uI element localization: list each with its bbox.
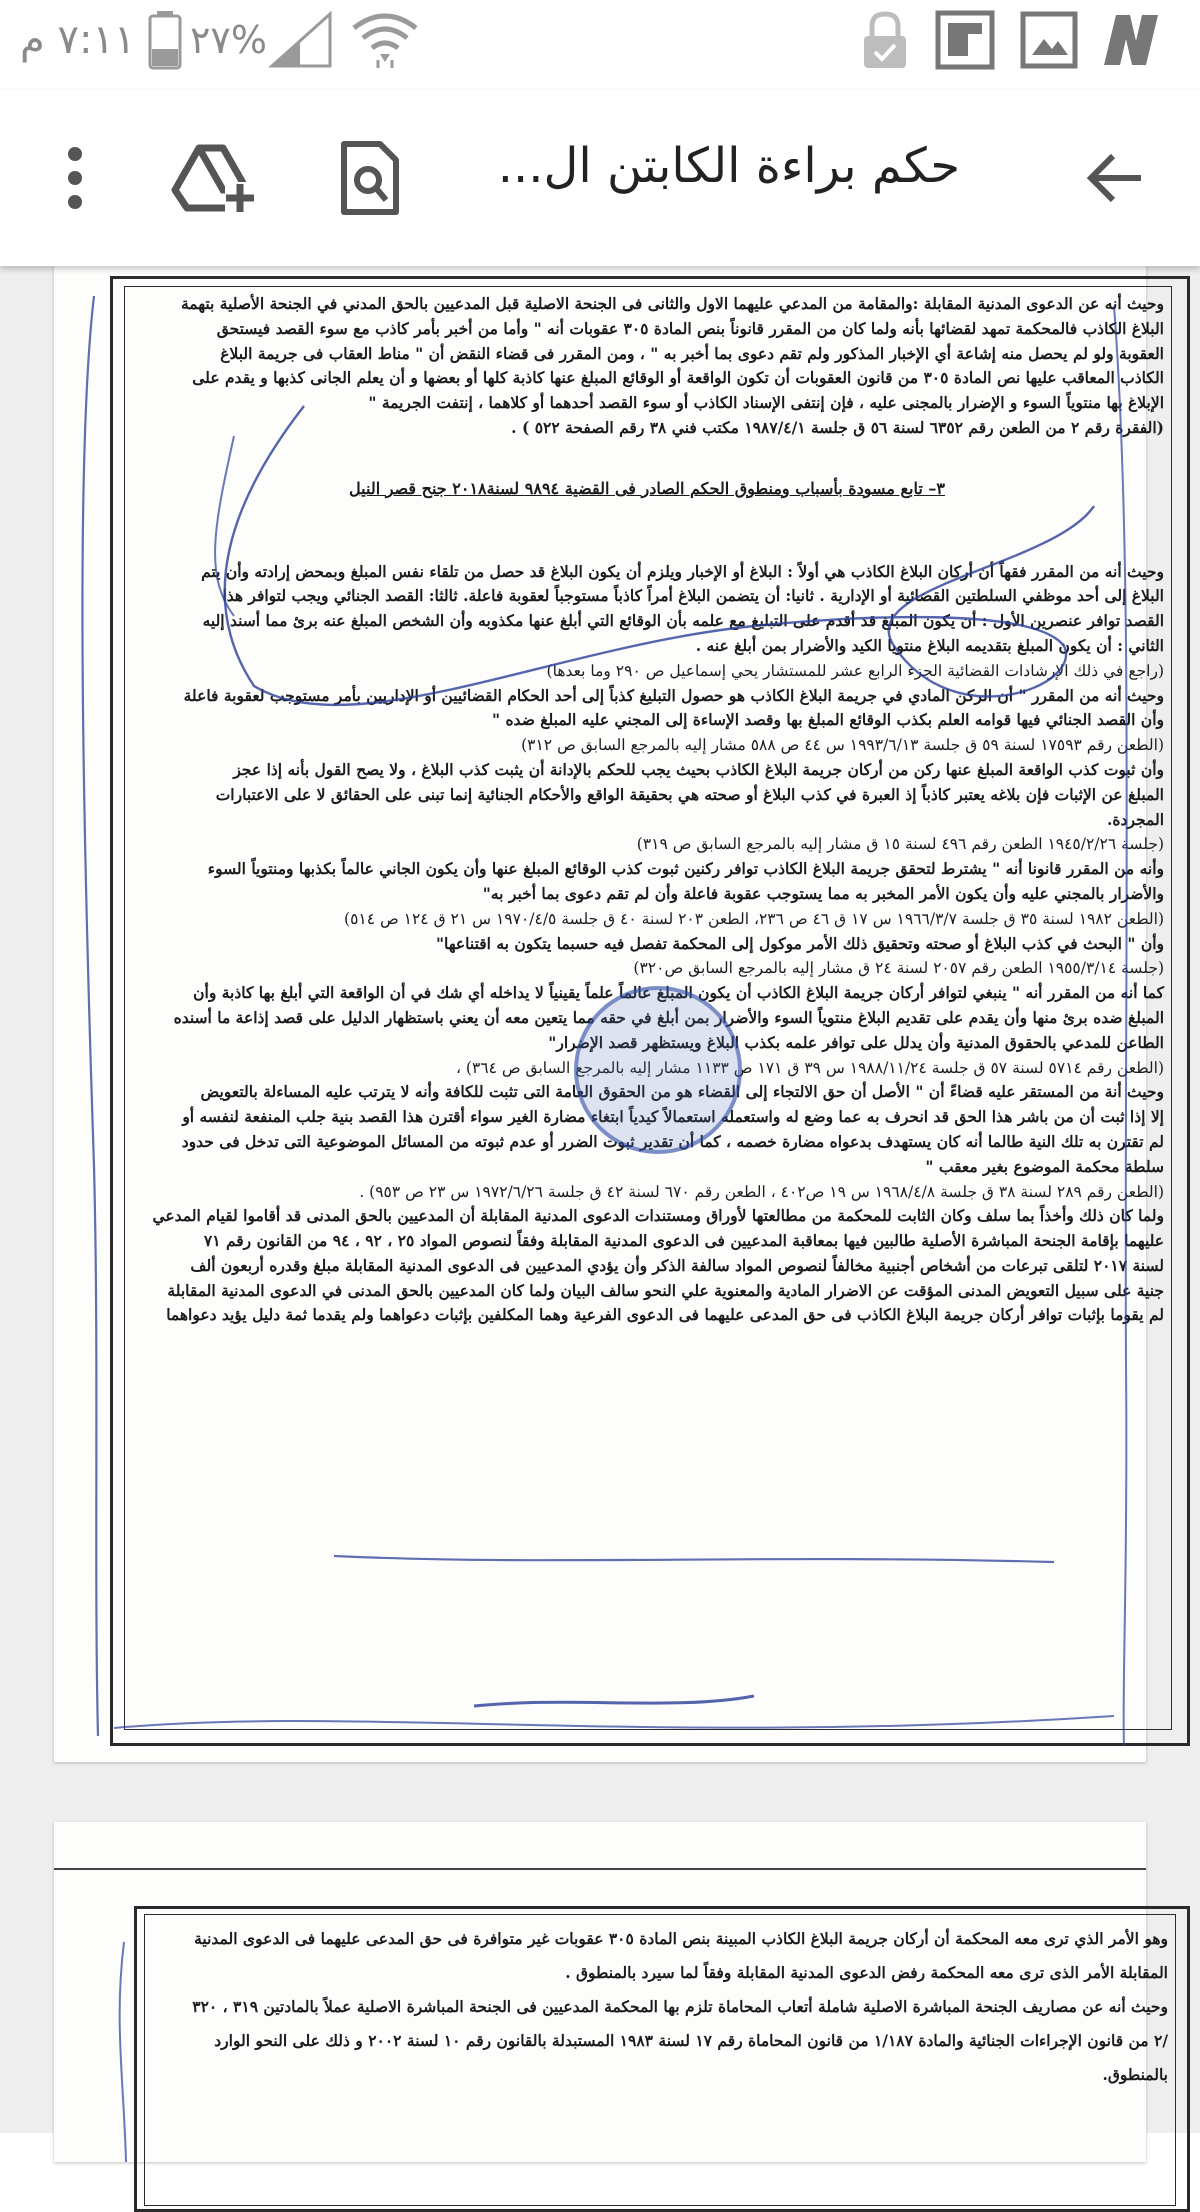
app-toolbar	[0, 90, 1200, 266]
court-seal	[574, 986, 742, 1154]
text-line: وأن " البحث في كذب البلاغ أو صحته وتحقيق ذلك الأمر موكول إلى المحكمة تفصل فيه حسبما يتكون به اقتناعها"	[435, 933, 1164, 953]
text-line: وحيث أنه من المقرر فقهاً أن أركان البلاغ الكاذب هي أولاً : البلاغ أو الإخبار ويلزم أن يكون البلاغ قد حصل من تلقاء نفس المبلغ وبمحض إرادته وأن يتم	[201, 561, 1164, 581]
text-line: الثاني : أن يكون المبلغ بتقديمه البلاغ منتويا الكيد والأضرار بمن أبلغ عنه .	[695, 635, 1164, 655]
text-line: (الطعن رقم ٢٨٩ لسنة ٣٨ ق جلسة ١٩٦٨/٤/٨ س ١٩ ص٤٠٢ ، الطعن رقم ٦٧٠ لسنة ٤٢ ق جلسة ١٩٧٢/٦/٢٦ س ٢٣ ص ٩٥٣) .	[359, 1182, 1164, 1201]
text-line: لم تقترن به تلك النية طالما أنه كان يستهدف بدعواه مضارة خصمه ، كما أن تقدير ثبوت الضرر أو عدم ثبوته من المسائل الموضوعية التى تدخل فى حدود	[181, 1131, 1164, 1151]
text-line: وحيث أنة من المستقر عليه قضاءً أن " الأصل أن حق الالتجاء إلى القضاء هو من الحقوق العامة التى تثبت للكافة وأنه لا يترتب عليه المساءلة بالتعويض	[200, 1082, 1164, 1102]
text-line: المبلغ ضده برئ منها وأن يقدم على تقديم البلاغ منتوياً السوء والأضرار بمن أبلغ في حقه مما يتعين معه أن يعني باستظهار الدليل على قصد إذاعة ما أسنده	[173, 1007, 1164, 1027]
text-line: البلاغ إلى أحد موظفي السلطتين القضائية أو الإدارية . ثانيا: أن يتضمن البلاغ أمراً كاذباً مستوجباً لعقوبة فاعلة. ثالثا: القصد الجنائي ويجب لتوافر هذا	[222, 586, 1164, 606]
n-app-icon	[1100, 10, 1162, 70]
text-line: سلطة محكمة الموضوع بغير معقب "	[925, 1156, 1164, 1176]
arrow-back-icon[interactable]	[1070, 130, 1160, 226]
text-line: الإبلاغ بها منتوياً السوء و الإضرار بالمجنى عليه ، فإن إنتفى الإسناد الكاذب أو سوء القصد أحدهما أو كلاهما ، إنتفت الجريمة "	[368, 393, 1164, 413]
text-line: المجردة.	[1107, 809, 1164, 829]
status-bar	[0, 0, 1200, 90]
text-line: جنية على سبيل التعويض المدنى المؤقت عن الاضرار المادية والمعنوية علي النحو سالف البيان ولما كان المدعيين بالحق المدنى في الدعوى المدنية المقابلة	[167, 1280, 1164, 1300]
page-top-rule	[54, 1868, 1146, 1870]
text-line: المبلغ عن الإثبات فإن بلاغه يعتبر كاذباً إذ العبرة في كذب البلاغ أو صحته هي بحقيقة الواقع والأحكام الجنائية إنما تبنى على الحقائق لا على الاعتبارات	[215, 784, 1164, 804]
text-line: القصد توافر عنصرين الأول : أن يكون المبلغ قد أقدم على التبليغ مع علمه بأن الوقائع التي أبلغ عنها مكذوبه وأن الشخص المبلغ عنه برئ مما أسند إليه	[202, 611, 1164, 631]
battery-icon	[148, 10, 182, 70]
text-line: (جلسة ١٩٤٥/٢/٢٦ الطعن رقم ٤٩٦ لسنة ١٥ ق مشار إليه بالمرجع السابق ص ٣١٩)	[636, 835, 1164, 854]
text-line: لسنة ٢٠١٧ لتلقى تبرعات من أشخاص أجنبية مخالفاً لنصوص المواد سالفة الذكر وأن يؤدي المدعيين فى الدعوى المدنية المقابلة مبلغ وقدره أربعون ألف	[190, 1255, 1164, 1275]
text-line: (جلسة ١٩٥٥/٣/١٤ الطعن رقم ٢٠٥٧ لسنة ٢٤ ق مشار إليه بالمرجع السابق ص٣٢٠)	[633, 959, 1164, 978]
gallery-icon	[1020, 10, 1078, 70]
text-line: والأضرار بالمجني عليه وأن يكون الأمر المخبر به مما يستوجب عقوبة فاعلة وأن لم تقم دعوى بما أخبر به"	[482, 883, 1164, 903]
text-line: /٢ من قانون الإجراءات الجنائية والمادة ١/١٨٧ من قانون المحاماة رقم ١٧ لسنة ١٩٨٣ المستبدلة بالقانون رقم ١٠ لسنة ٢٠٠٢ و ذلك على النحو الوارد	[214, 2031, 1168, 2050]
text-line: (راجع في ذلك الإرشادات القضائية الجزء الرابع عشر للمستشار يحي إسماعيل ص ٢٩٠ وما بعدها)	[546, 661, 1164, 680]
text-line: (الطعن رقم ١٧٥٩٣ لسنة ٥٩ ق جلسة ١٩٩٣/٦/١٣ س ٤٤ ص ٥٨٨ مشار إليه بالمرجع السابق ص ٣١٢)	[521, 736, 1164, 755]
text-line: (الفقرة رقم ٢ من الطعن رقم ٦٣٥٢ لسنة ٥٦ ق جلسة ١٩٨٧/٤/١ مكتب فني ٣٨ رقم الصفحة ٥٢٢ ) .	[511, 417, 1164, 437]
text-line: وأن ثبوت كذب الواقعة المبلغ عنها ركن من أركان جريمة البلاغ الكاذب بحيث يجب للحكم بالإدانة أن يثبت كذب البلاغ ، ولا يصح القول بأنه إذا عجز	[233, 759, 1164, 779]
lock-icon	[860, 10, 910, 70]
text-line: وحيث أنه عن مصاريف الجنحة المباشرة الاصلية شاملة أتعاب المحاماة تلزم بها المحكمة المدعيين فى الجنحة المباشرة الاصلية عملاً بالمادتين ٣١٩ ، ٣٢٠	[192, 1997, 1168, 2016]
find-in-page-icon[interactable]	[330, 130, 410, 226]
text-line: وهو الأمر الذي ترى معه المحكمة أن أركان جريمة البلاغ الكاذب المبينة بنص المادة ٣٠٥ عقوبات غير متوافرة فى حق المدعى عليهما فى الدعوى المدنية	[194, 1929, 1168, 1948]
text-line: الكاذب المعاقب عليها نص المادة ٣٠٥ من قانون العقوبات أن تكون الواقعة أو الوقائع المبلغ عنها كاذبة كلها أو بعضها و أن يعلم الجانى كذبها و يقدم على	[192, 368, 1164, 388]
text-line: بالمنطوق.	[1102, 2065, 1168, 2084]
wifi-icon	[350, 10, 420, 70]
text-line: لم يقوما بإثبات توافر أركان جريمة البلاغ الكاذب فى حق المدعى عليهما فى الدعوى الفرعية وهما المكلفين بإثبات دعواهما ولم يقدما ثمة دليل يؤيد دعواهما	[166, 1305, 1164, 1325]
battery-percent: %٢٧	[190, 18, 267, 62]
pdf-page-1	[54, 266, 1164, 1762]
status-time: ٧:١١ م	[20, 17, 136, 63]
pdf-viewer[interactable]	[0, 266, 1200, 2133]
pdf-page-2	[54, 1822, 1168, 2162]
text-line: عليهما بإقامة الجنحة المباشرة الأصلية طالبين فيها بمعاقبة المدعيين فى الدعوى المدنية المقابلة وفقاً لنصوص المواد ٢٥ ، ٩٢ ، ٩٤ من القانون رقم ٧١	[203, 1231, 1164, 1251]
text-line: (الطعن رقم ٥٧١٤ لسنة ٥٧ ق جلسة ١٩٨٨/١١/٢٤ س ٣٩ ق ١٧١ ص ١١٣٣ مشار إليه بالمرجع السابق ص ٣٦٤) ،	[455, 1058, 1164, 1077]
text-line: وحيث أنه من المقرر " أن الركن المادي في جريمة البلاغ الكاذب هو حصول التبليغ كذباً إلى أحد الحكام القضائيين أو الإداريين بأمر مستوجب لعقوبة فاعلة	[183, 685, 1164, 705]
text-line: وحيث أنه عن الدعوى المدنية المقابلة :والمقامة من المدعي عليهما الاول والثانى فى الجنحة الاصلية قبل المدعيين بالحق المدني في الجنحة الأصلية بتهمة	[180, 294, 1164, 313]
text-line: إلا إذا ثبت أن من باشر هذا الحق قد انحرف به عما وضع له واستعمله استعمالاً كيدياً ابتغاء مضارة الغير سواء أقترن هذا القصد بنية جلب المنفعة لنفسه أو	[182, 1107, 1164, 1127]
add-to-drive-icon[interactable]	[170, 130, 260, 226]
flipboard-icon	[936, 10, 994, 70]
more-vert-icon[interactable]	[40, 130, 110, 226]
text-line: الطاعن للمدعي بالحقوق المدنية وأن يدلل على توافر علمه بكذب البلاغ ويستظهر قصد الإضرار"	[548, 1032, 1164, 1052]
page1-text	[130, 292, 1164, 1328]
signal-icon	[270, 10, 332, 70]
text-line: كما أنه من المقرر أنه " ينبغي لتوافر أركان جريمة البلاغ الكاذب أن يكون المبلغ عالماً علماً يقينياً لا يداخله أي شك في أن الواقعة التي أبلغ بها كاذبة وأن	[193, 983, 1164, 1003]
text-line: ولما كان ذلك وأخذاً بما سلف وكان الثابت للمحكمة من مطالعتها لأوراق ومستندات الدعوى المدنية المقابلة أن المدعيين بالحق المدنى قد أقاموا لقيام المدعي	[152, 1206, 1164, 1226]
text-line: (الطعن ١٩٨٢ لسنة ٣٥ ق جلسة ١٩٦٦/٣/٧ س ١٧ ق ٤٦ ص ٢٣٦، الطعن ٢٠٣ لسنة ٤٠ ق جلسة ١٩٧٠/٤/٥ س ٢١ ق ١٢٤ ص ٥١٤)	[344, 909, 1164, 928]
text-line: العقوبة ولو لم يحصل منه إشاعة أي الإخبار المذكور ولم تقم دعوى بما أخبر به " ، ومن المقرر فى قضاء النقض أن " مناط العقاب فى جريمة البلاغ	[220, 343, 1164, 363]
text-line: وأن القصد الجنائي فيها قوامه العلم بكذب الوقائع المبلغ بها وقصد الإساءة إلى المجني عليه المبلغ ضده "	[491, 710, 1164, 730]
section-heading: ٣– تابع مسودة بأسباب ومنطوق الحكم الصادر فى القضية ٩٨٩٤ لسنة٢٠١٨ جنح قصر النيل	[349, 478, 945, 498]
text-line: وأنه من المقرر قانونا أنه " يشترط لتحقق جريمة البلاغ الكاذب توافر ركنين ثبوت كذب الوقائع المبلغ عنها وأن يكون الجاني عالماً بكذبها ومنتوياً السوء	[207, 859, 1164, 879]
page2-text	[150, 1922, 1168, 2092]
text-line: البلاغ الكاذب فالمحكمة تمهد لقضائها بأنه ولما كان من المقرر قانوناً بنص المادة ٣٠٥ عقوبات أنه " وأما من أخبر بأمر كاذب مع سوء القصد فيستحق	[216, 318, 1164, 338]
text-line: المقابلة الأمر الذى ترى معه المحكمة رفض الدعوى المدنية المقابلة وفقاً لما سيرد بالمنطوق .	[565, 1963, 1168, 1982]
document-title: حكم براءة الكابتن ال...	[497, 138, 960, 194]
